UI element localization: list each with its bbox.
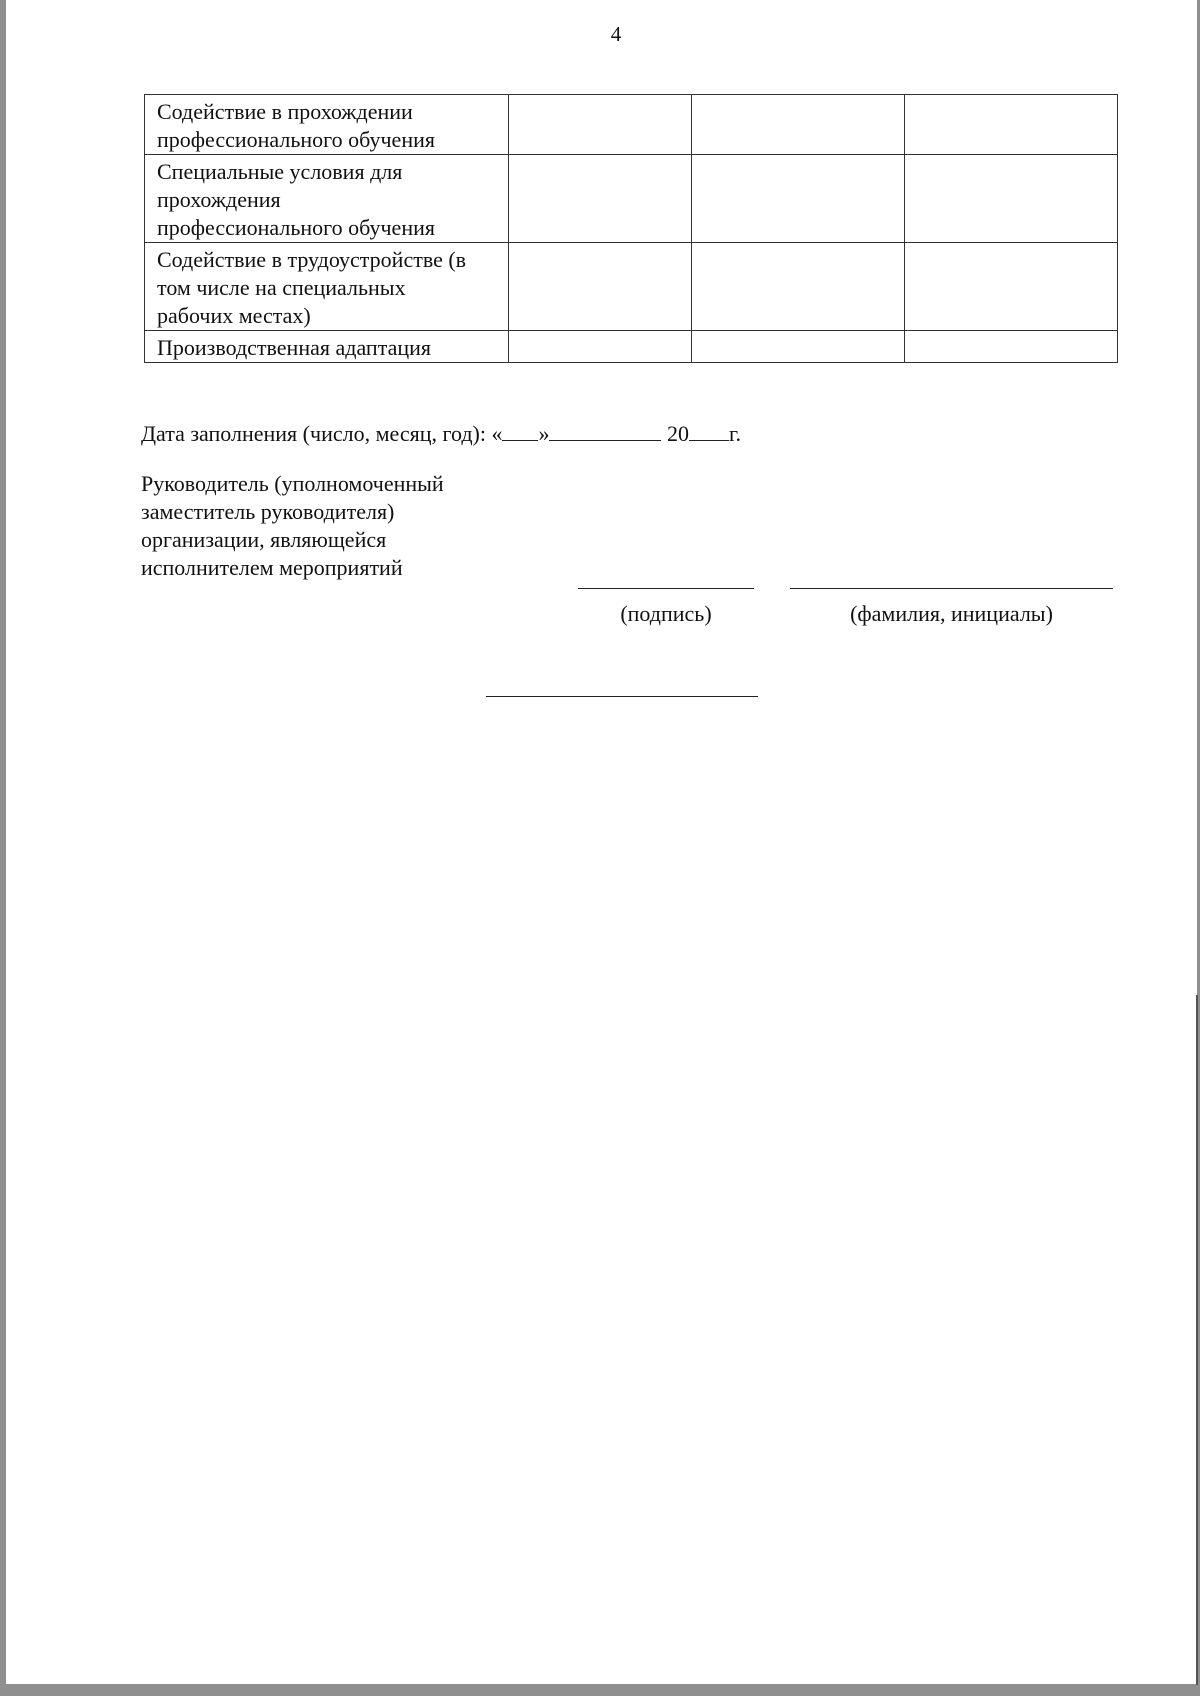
- table-cell[interactable]: [905, 155, 1118, 243]
- year-blank[interactable]: [689, 420, 729, 441]
- table-row: [145, 243, 1118, 331]
- table-row: [145, 155, 1118, 243]
- services-table: [144, 94, 1118, 363]
- row-label: Содействие в прохождении профессионального обучения: [145, 95, 509, 155]
- table-cell[interactable]: [905, 331, 1118, 363]
- table-cell[interactable]: [509, 243, 692, 331]
- row-label: Содействие в трудоустройстве (в том числе на специальных рабочих местах): [145, 243, 509, 331]
- row-label: Производственная адаптация: [145, 331, 509, 363]
- signatory-label: Руководитель (уполномоченный заместитель руководителя) организации, являющейся исполнителем мероприятий: [141, 471, 444, 580]
- page-edge-shadow: [1196, 995, 1198, 1685]
- name-caption: (фамилия, инициалы): [850, 601, 1053, 626]
- quote-close: »: [538, 421, 550, 446]
- table-cell[interactable]: [509, 331, 692, 363]
- signature-line[interactable]: [578, 588, 754, 589]
- table-cell[interactable]: [692, 95, 905, 155]
- table-row: [145, 331, 1118, 363]
- table-row: [145, 95, 1118, 155]
- table-cell[interactable]: [509, 155, 692, 243]
- table-cell[interactable]: [509, 95, 692, 155]
- row-label: Специальные условия для прохождения профессионального обучения: [145, 155, 509, 243]
- year-suffix: г.: [728, 421, 741, 446]
- fill-date-label: Дата заполнения (число, месяц, год): «: [141, 421, 503, 446]
- table-cell[interactable]: [692, 243, 905, 331]
- table-cell[interactable]: [692, 155, 905, 243]
- table-cell[interactable]: [905, 95, 1118, 155]
- signature-caption: (подпись): [620, 601, 712, 626]
- fill-date-line: [141, 420, 741, 447]
- year-prefix: 20: [666, 421, 689, 446]
- name-line[interactable]: [790, 588, 1113, 589]
- page-number: 4: [610, 22, 622, 46]
- month-blank[interactable]: [549, 420, 661, 441]
- table-cell[interactable]: [905, 243, 1118, 331]
- table-cell[interactable]: [692, 331, 905, 363]
- end-separator-line: [486, 696, 758, 697]
- day-blank[interactable]: [502, 420, 538, 441]
